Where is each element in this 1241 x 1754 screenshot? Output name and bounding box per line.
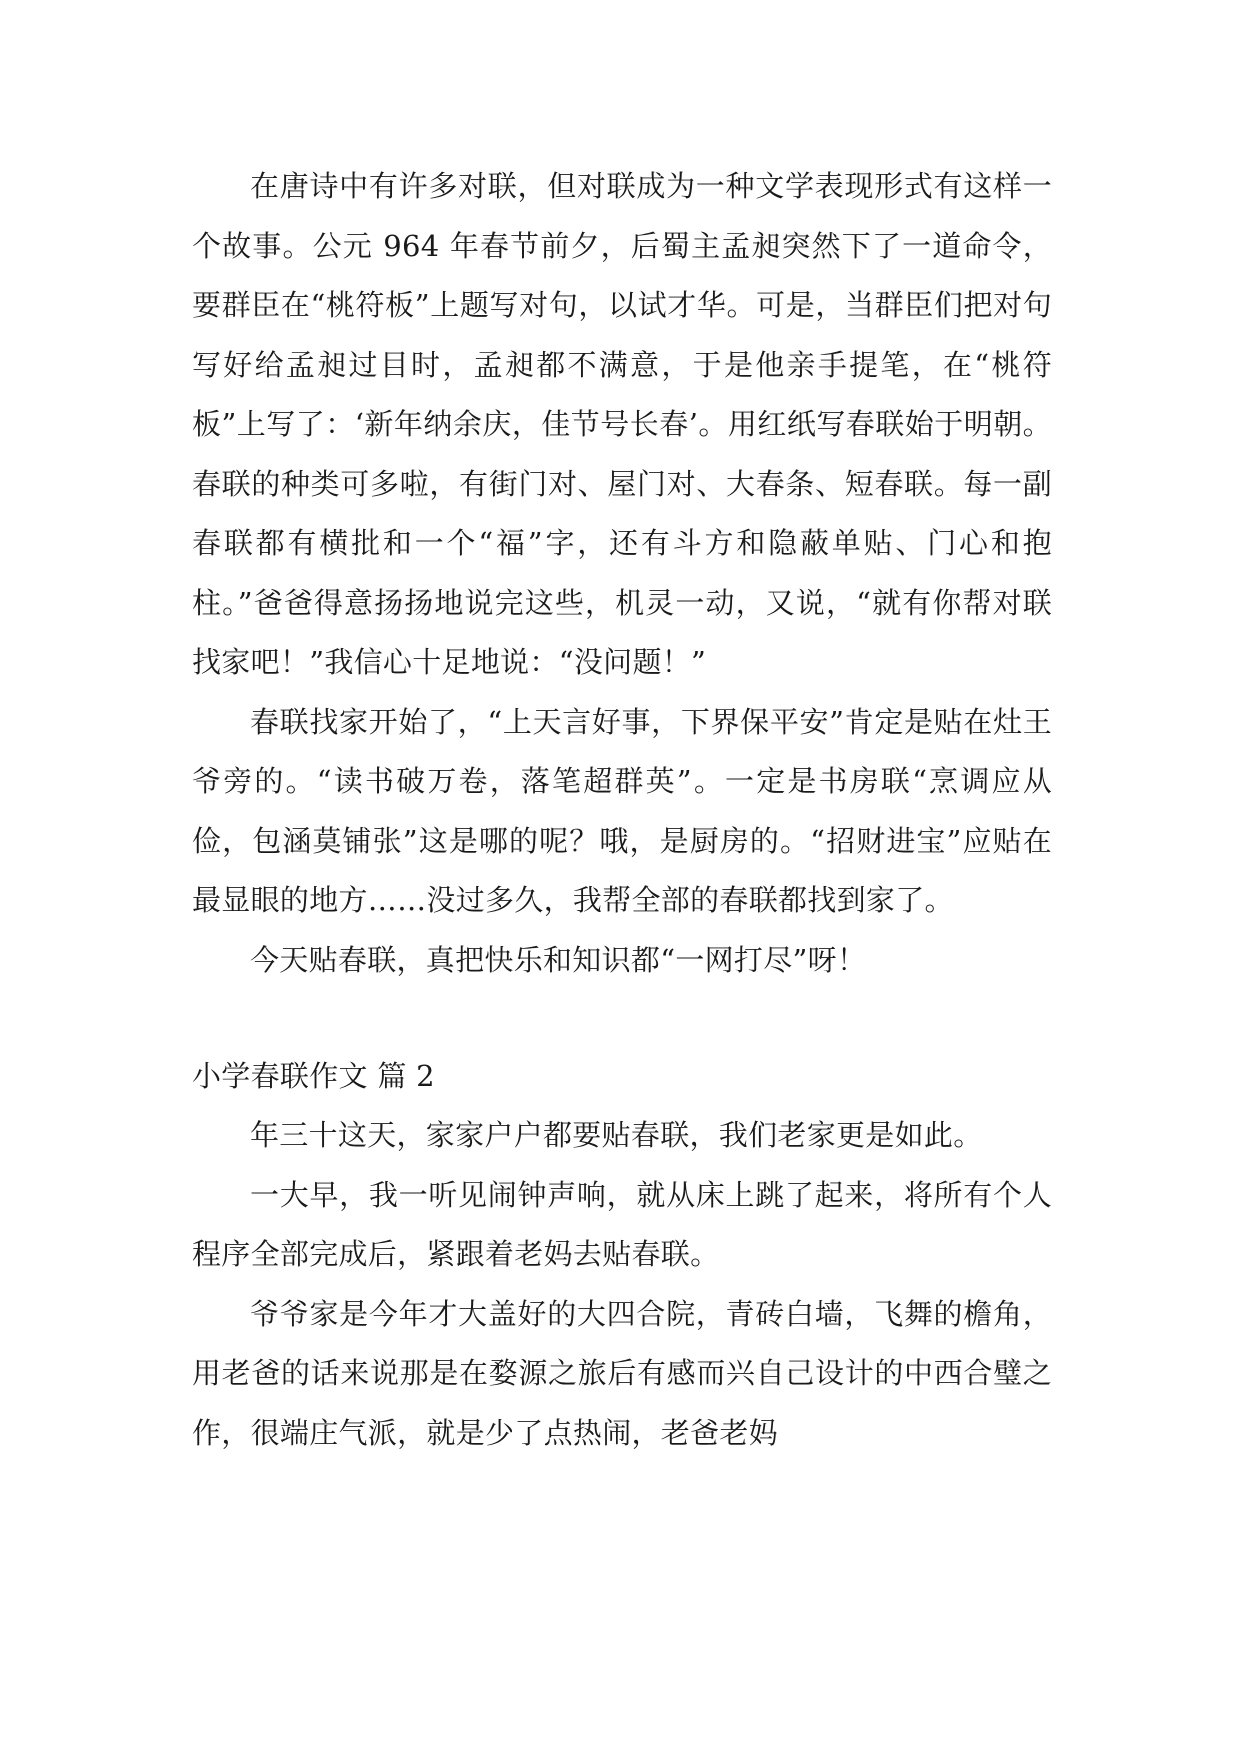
paragraph: 今天贴春联，真把快乐和知识都“一网打尽”呀！ [250,942,867,977]
paragraph: 爷爷家是今年才大盖好的大四合院，青砖白墙，飞舞的檐角，用老爸的话来说那是在婺源之旅后有感而兴自己设计的中西合璧之作，很端庄气派，就是少了点热闹，老爸老妈 [192,1296,1052,1450]
paragraph: 年三十这天，家家户户都要贴春联，我们老家更是如此。 [250,1118,983,1152]
document-body [192,157,1052,1463]
section-title: 小学春联作文 篇 2 [192,1059,435,1093]
paragraph: 一大早，我一听见闹钟声响，就从床上跳了起来，将所有个人程序全部完成后，紧跟着老妈去贴春联。 [192,1177,1052,1271]
paragraph: 春联找家开始了，“上天言好事，下界保平安”肯定是贴在灶王爷旁的。“读书破万卷，落笔超群英”。一定是书房联“烹调应从俭，包涵莫铺张”这是哪的呢？哦，是厨房的。“招财进宝”应贴在最显眼的地方……没过多久，我帮全部的春联都找到家了。 [192,704,1052,917]
paragraph: 在唐诗中有许多对联，但对联成为一种文学表现形式有这样一个故事。公元 964 年春节前夕，后蜀主孟昶突然下了一道命令，要群臣在“桃符板”上题写对句，以试才华。可是，当群臣们把对句写好给孟昶过目时，孟昶都不满意，于是他亲手提笔，在“桃符板”上写了：‘新年纳余庆，佳节号长春’。用红纸写春联始于明朝。春联的种类可多啦，有街门对、屋门对、大春条、短春联。每一副春联都有横批和一个“福”字，还有斗方和隐蔽单贴、门心和抱柱。”爸爸得意扬扬地说完这些，机灵一动，又说，“就有你帮对联找家吧！”我信心十足地说：“没问题！” [192,169,1052,679]
